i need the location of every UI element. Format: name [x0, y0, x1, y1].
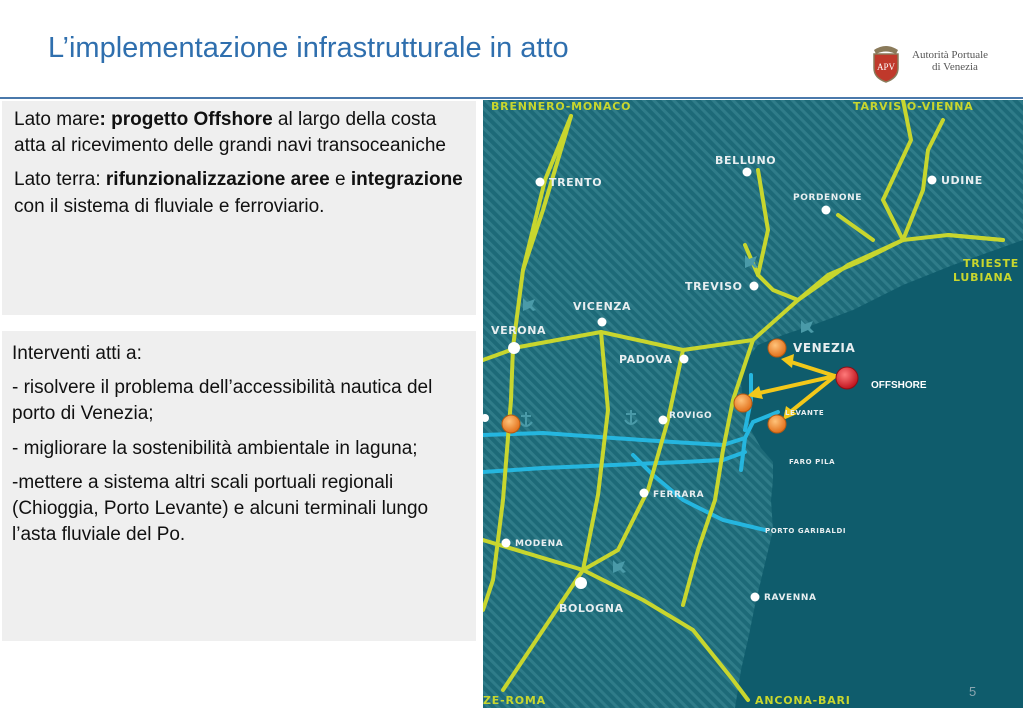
corridor-trieste: TRIESTE — [963, 257, 1020, 270]
city-label-trento: TRENTO — [549, 176, 603, 189]
corridor-ancona-bari: ANCONA-BARI — [755, 694, 851, 707]
interventions-intro: Interventi atti a: — [12, 343, 142, 364]
city-label-ferrara: FERRARA — [653, 490, 705, 500]
offshore-label: OFFSHORE — [871, 380, 927, 391]
land-side-paragraph: Lato terra: rifunzionalizzazione aree e integrazione con il sistema di fluviale e ferroviario. — [14, 169, 463, 217]
sea-side-paragraph: Lato mare: progetto Offshore al largo della costa atta al ricevimento delle grandi navi transoceaniche — [14, 109, 446, 157]
city-label-porto-garibaldi: PORTO GARIBALDI — [765, 527, 847, 535]
city-label-ravenna: RAVENNA — [764, 593, 817, 603]
intervention-item: - migliorare la sostenibilità ambientale in laguna; — [12, 437, 418, 459]
crest-icon — [866, 40, 906, 84]
corridor-roma: ZE-ROMA — [483, 694, 546, 707]
summary-box — [2, 101, 476, 315]
logo-line1: Autorità Portuale — [912, 49, 989, 61]
page-number: 5 — [969, 684, 977, 699]
city-label-udine: UDINE — [941, 174, 983, 187]
intervention-item: -mettere a sistema altri scali portuali regionali (Chioggia, Porto Levante) e alcuni terminali lungo l’asta fluviale del Po. — [12, 471, 429, 546]
offshore-marker — [836, 367, 858, 389]
intervention-item: - risolvere il problema dell’accessibilità nautica del porto di Venezia; — [12, 377, 433, 425]
logo-emblem-text: APV — [876, 62, 896, 72]
city-label-venezia: VENEZIA — [793, 341, 856, 355]
city-label-pordenone: PORDENONE — [793, 193, 863, 203]
city-label-rovigo: ROVIGO — [669, 411, 713, 421]
city-label-treviso: TREVISO — [685, 280, 743, 293]
city-label-vicenza: VICENZA — [573, 300, 632, 313]
logo — [866, 40, 1016, 84]
city-label-faro-pila: FARO PILA — [789, 458, 836, 466]
city-label-modena: MODENA — [515, 539, 564, 549]
city-label-levante: LEVANTE — [785, 409, 825, 417]
city-label-padova: PADOVA — [619, 353, 673, 366]
corridor-brennero: BRENNERO-MONACO — [491, 100, 632, 113]
logo-line2: di Venezia — [932, 61, 978, 73]
page-title: L’implementazione infrastrutturale in atto — [48, 32, 569, 64]
corridor-lubiana: LUBIANA — [953, 271, 1013, 284]
city-label-bologna: BOLOGNA — [559, 602, 624, 615]
infrastructure-map — [483, 100, 1023, 708]
city-label-belluno: BELLUNO — [715, 154, 777, 167]
header-divider — [0, 97, 1023, 99]
interventions-box — [2, 331, 476, 641]
city-label-verona: VERONA — [491, 324, 547, 337]
corridor-tarvisio: TARVISIO-VIENNA — [853, 100, 974, 113]
